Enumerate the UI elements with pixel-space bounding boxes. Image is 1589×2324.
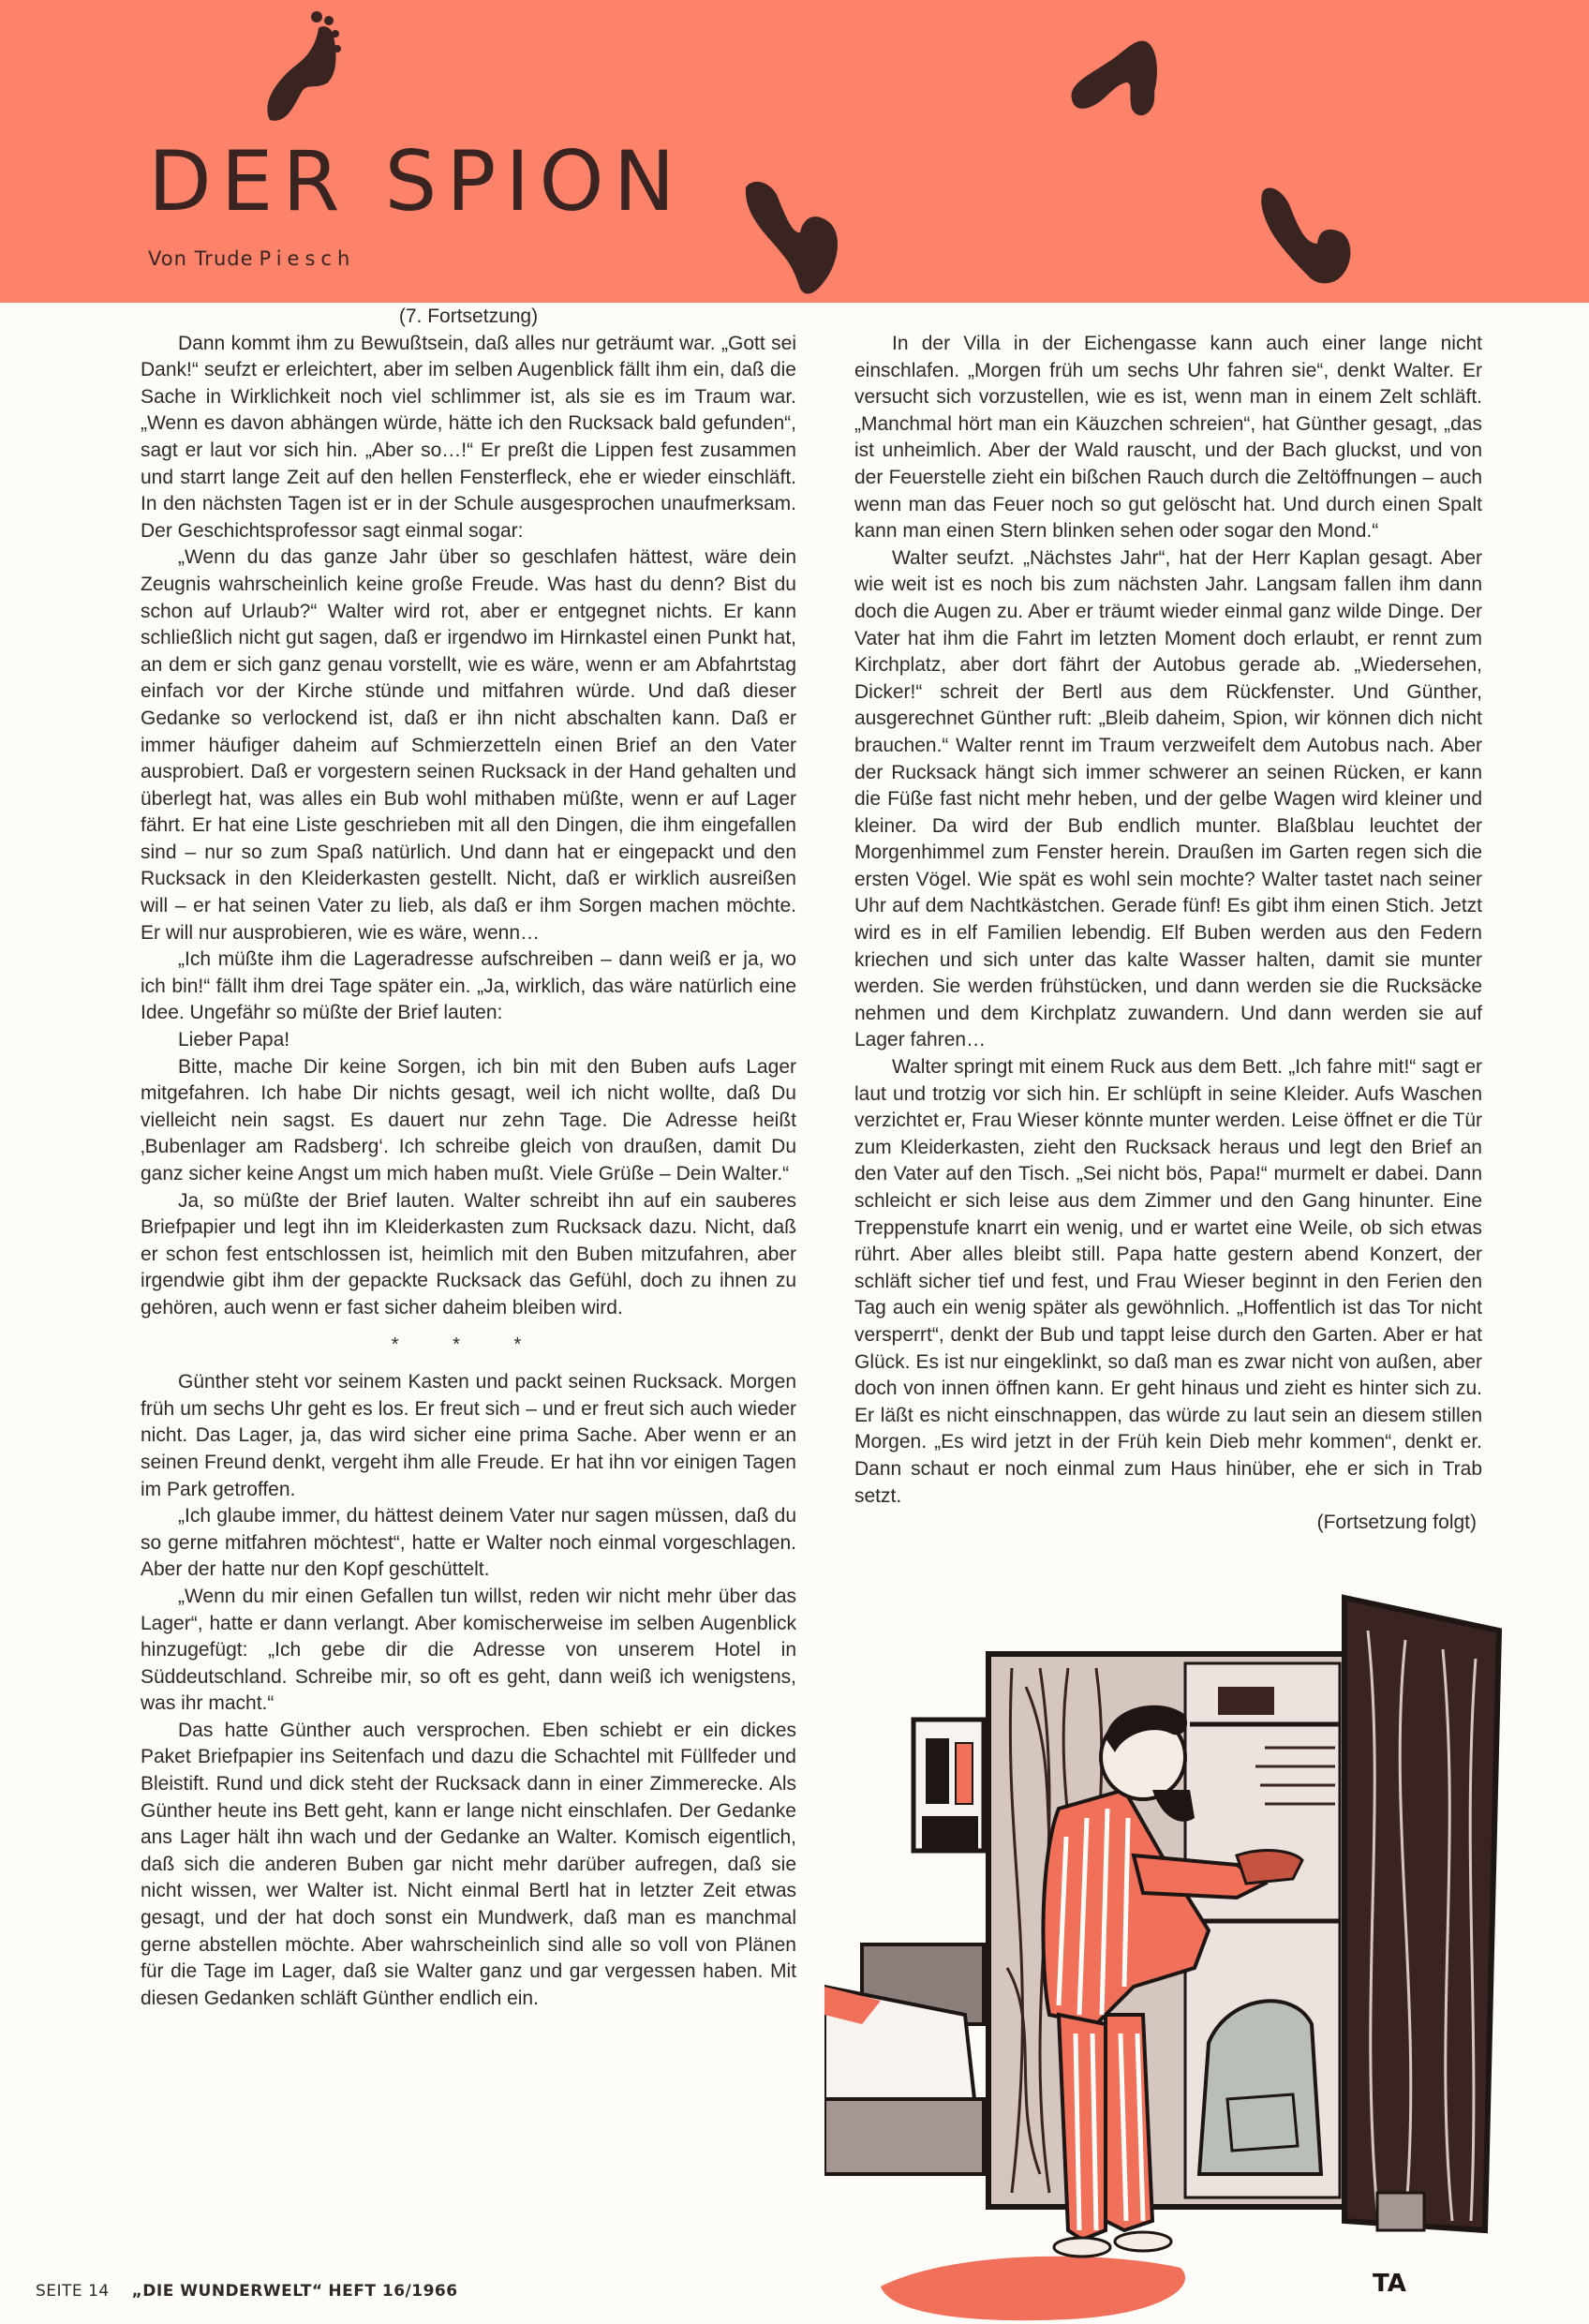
left-column [141, 302, 796, 2012]
paragraph: „Ich glaube immer, du hättest deinem Vater nur sagen müssen, daß du so gerne mitfahren möchtest“, hatte er Walter noch einmal vorgeschlagen. Aber der hatte nur den Kopf geschüttelt. [141, 1505, 796, 1581]
artist-signature: TA [1373, 2270, 1406, 2298]
paragraph: „Wenn du das ganze Jahr über so geschlafen hättest, wäre dein Zeugnis wahrscheinlich keine große Freude. Was hast du denn? Bist du schon auf Urlaub?“ Walter wird rot, aber er entgegnet nichts. Er kann schließlich nicht gut sagen, daß er irgendwo im Hirnkastel einen Punkt hat, an dem er sich ganz genau vorstellt, wie es wäre, wenn er am Abfahrtstag einfach vor der Kirche stünde und mitfahren würde. Und daß dieser Gedanke so verlockend ist, daß er ihn nicht abschalten kann. Daß er immer häufiger daheim auf Schmierzetteln einen Brief an den Vater ausprobiert. Daß er vorgestern seinen Rucksack in der Hand gehalten und überlegt hat, was alles ein Bub wohl mithaben müßte, wenn er auf Lager fährt. Er hat eine Liste geschrieben mit all den Dingen, die ihm eingefallen sind – nur so zum Spaß natürlich. Und dann hat er eingepackt und den Rucksack in den Kleiderkasten gestellt. Nicht, daß er wirklich ausreißen will – er hat seinen Vater zu lieb, als daß er ihm Sorgen machen möchte. Er will nur ausprobieren, wie es wäre, wenn… [141, 546, 796, 944]
paragraph: In der Villa in der Eichengasse kann auch einer lange nicht einschlafen. „Morgen früh um sechs Uhr fahren sie“, denkt Walter. Er versucht sich vorzustellen, wie es ist, wenn man in einem Zelt schläft. „Manchmal hört man ein Käuzchen schreien“, hat Günther gesagt, „das ist unheimlich. Aber der Wald rauscht, und der Bach gluckst, und von der Feuerstelle zieht ein bißchen Rauch durch die Zeltöffnungen – auch wenn man das Feuer noch so gut gelöscht hat. Und durch einen Spalt kann man einen Stern blinken sehen oder sogar den Mond.“ [854, 333, 1482, 543]
article-title: DER SPION [148, 133, 685, 230]
footprint-icon [1068, 34, 1162, 127]
byline [148, 247, 355, 270]
right-column [854, 331, 1482, 1537]
paragraph: „Ich müßte ihm die Lageradresse aufschreiben – dann weiß er ja, wo ich bin!“ fällt ihm drei Tage später ein. „Ja, wirklich, das wäre natürlich eine Idee. Ungefähr so müßte der Brief lauten: [141, 948, 796, 1024]
footprint-icon [744, 178, 847, 300]
paragraph: Günther steht vor seinem Kasten und packt seinen Rucksack. Morgen früh um sechs Uhr geht es los. Er freut sich – und er freut sich auch wieder nicht. Das Lager, ja, das wird sicher eine prima Sache. Aber wenn er an seinen Freund denkt, vergeht ihm alle Freude. Er hat ihn vor einigen Tagen im Park getroffen. [141, 1371, 796, 1500]
paragraph: Ja, so müßte der Brief lauten. Walter schreibt ihn auf ein sauberes Briefpapier und legt ihn im Kleiderkasten zum Rucksack dazu. Nicht, daß er schon fest entschlossen ist, heimlich mit den Buben mitzufahren, aber irgendwie gibt ihm der gepackte Rucksack das Gefühl, doch zu ihnen zu gehören, auch wenn er fast sicher daheim bleiben wird. [141, 1189, 796, 1318]
paragraph: „Wenn du mir einen Gefallen tun willst, reden wir nicht mehr über das Lager“, hatte er dann verlangt. Aber komischerweise im selben Augenblick hinzugefügt: „Ich gebe dir die Adresse von unserem Hotel in Süddeutschland. Schreibe mir, so oft es geht, dann weiß ich wenigstens, was ihr macht.“ [141, 1585, 796, 1715]
paragraph: Das hatte Günther auch versprochen. Eben schiebt er ein dickes Paket Briefpapier ins Seitenfach und dazu die Schachtel mit Füllfeder und Bleistift. Rund und dick steht der Rucksack dann in einer Zimmerecke. Als Günther heute ins Bett geht, kann er lange nicht einschlafen. Der Gedanke ans Lager hält ihn wach und der Gedanke an Walter. Komisch eigentlich, daß sich die anderen Buben gar nicht mehr darüber aufregen, daß sie nicht wissen, wer Walter ist. Nicht einmal Bertl hat in letzter Zeit etwas gesagt, und der hat doch sonst ein Mundwerk, daß man es manchmal gerne abstellen möchte. Aber wahrscheinlich sind alle so voll von Plänen für die Tage im Lager, daß sie Walter ganz und gar vergessen haben. Mit diesen Gedanken schläft Günther endlich ein. [141, 1719, 796, 2009]
bed [824, 1944, 984, 2174]
paragraph: Dann kommt ihm zu Bewußtsein, daß alles nur geträumt war. „Gott sei Dank!“ seufzt er erleichtert, aber im selben Augenblick fällt ihm ein, daß die Sache in Wirklichkeit noch viel schlimmer ist, als sie es im Traum war. „Wenn es davon abhängen würde, hätte ich den Rucksack bald gefunden“, sagt er laut vor sich hin. „Aber so…!“ Er preßt die Lippen fest zusammen und starrt lange Zeit auf den hellen Fensterfleck, ehe er wieder einschläft. In den nächsten Tagen ist er in der Schule ausgesprochen unaufmerksam. Der Geschichtsprofessor sagt einmal sogar: [141, 332, 796, 542]
byline-prefix: Von Trude [148, 247, 254, 270]
installment-label: (7. Fortsetzung) [398, 305, 539, 327]
continuation-note: (Fortsetzung folgt) [1316, 1512, 1477, 1534]
section-break: * * * [391, 1333, 546, 1355]
paragraph: Walter springt mit einem Ruck aus dem Bett. „Ich fahre mit!“ sagt er laut und trotzig vor sich hin. Er schlüpft in seine Kleider. Aufs Waschen verzichtet er, Frau Wieser könnte munter werden. Leise öffnet er die Tür zum Kleiderkasten, zieht den Rucksack heraus und legt den Brief an den Vater auf den Tisch. „Sei nicht bös, Papa!“ murmelt er dabei. Dann schleicht er sich leise aus dem Zimmer und den Gang hinunter. Eine Treppenstufe knarrt ein wenig, und er wartet eine Weile, ob sich etwas rührt. Aber alles bleibt still. Papa hatte gestern abend Konzert, der schläft sicher tief und fest, und Frau Wieser beginnt in den Ferien den Tag auch ein wenig später als gewöhnlich. „Hoffentlich ist das Tor nicht versperrt“, denkt der Bub und tappt leise durch den Garten. Aber er hat Glück. Es ist nur eingeklinkt, so daß man es zwar nicht von außen, aber doch von innen öffnen kann. Er geht hinaus und zieht es hinter sich zu. Er läßt es nicht einschnappen, das würde zu laut sein an diesem stillen Morgen. „Es wird jetzt in der Früh kein Dieb mehr kommen“, denkt er. Dann schaut er noch einmal zum Haus hinüber, ehe er sich in Trab setzt. [854, 1056, 1482, 1507]
rug [881, 2257, 1185, 2321]
wall-shelf [913, 1720, 984, 1851]
footprint-icon [1261, 186, 1355, 289]
byline-author-surname: Piesch [259, 247, 356, 270]
page-number: SEITE 14 [36, 2282, 110, 2301]
page-footer [36, 2282, 458, 2301]
letter-greeting: Lieber Papa! [178, 1029, 290, 1051]
letter-body: Bitte, mache Dir keine Sorgen, ich bin mit den Buben aufs Lager mitgefahren. Ich habe Dir nichts gesagt, weil ich nicht wollte, daß Du vielleicht nein sagst. Es dauert nur zehn Tage. Die Adresse heißt ‚Bubenlager am Radsberg‘. Ich schreibe gleich von draußen, damit Du ganz sicher keine Angst um mich haben mußt. Viele Grüße – Dein Walter.“ [141, 1055, 796, 1184]
footprint-icon [260, 7, 354, 129]
magazine-name: „DIE WUNDERWELT“ [131, 2282, 323, 2301]
issue-number: HEFT 16/1966 [328, 2282, 458, 2301]
paragraph: Walter seufzt. „Nächstes Jahr“, hat der Herr Kaplan gesagt. Aber wie weit ist es noch bis zum nächsten Jahr. Langsam fallen ihm dann doch die Augen zu. Aber er träumt wieder einmal ganz wilde Dinge. Der Vater hat ihm die Fahrt im letzten Moment doch erlaubt, er rennt zum Kirchplatz, aber dort fährt der Autobus gerade ab. „Wiedersehen, Dicker!“ schreit der Bertl aus dem Rückfenster. Und Günther, ausgerechnet Günther ruft: „Bleib daheim, Spion, wir können dich nicht brauchen.“ Walter rennt im Traum verzweifelt dem Autobus nach. Aber der Rucksack hängt sich immer schwerer an seinen Rücken, er kann die Füße fast nicht mehr heben, und der gelbe Wagen wird kleiner und kleiner. Da wird der Bub endlich munter. Blaßblau leuchtet der Morgenhimmel zum Fenster herein. Draußen im Garten regen sich die ersten Vögel. Wie spät es wohl sein mochte? Walter tastet nach seiner Uhr auf dem Nachtkästchen. Gerade fünf! Es gibt ihm einen Stich. Jetzt wird es in elf Familien lebendig. Elf Buben werden aus den Federn kriechen und sich unter das kalte Wasser halten, damit sie munter werden. Sie werden frühstücken, und dann werden sie die Rucksäcke nehmen und dem Kirchplatz zuwandern. Und dann werden sie auf Lager fahren… [854, 546, 1482, 1051]
illustration-boy-at-wardrobe [824, 1574, 1518, 2324]
